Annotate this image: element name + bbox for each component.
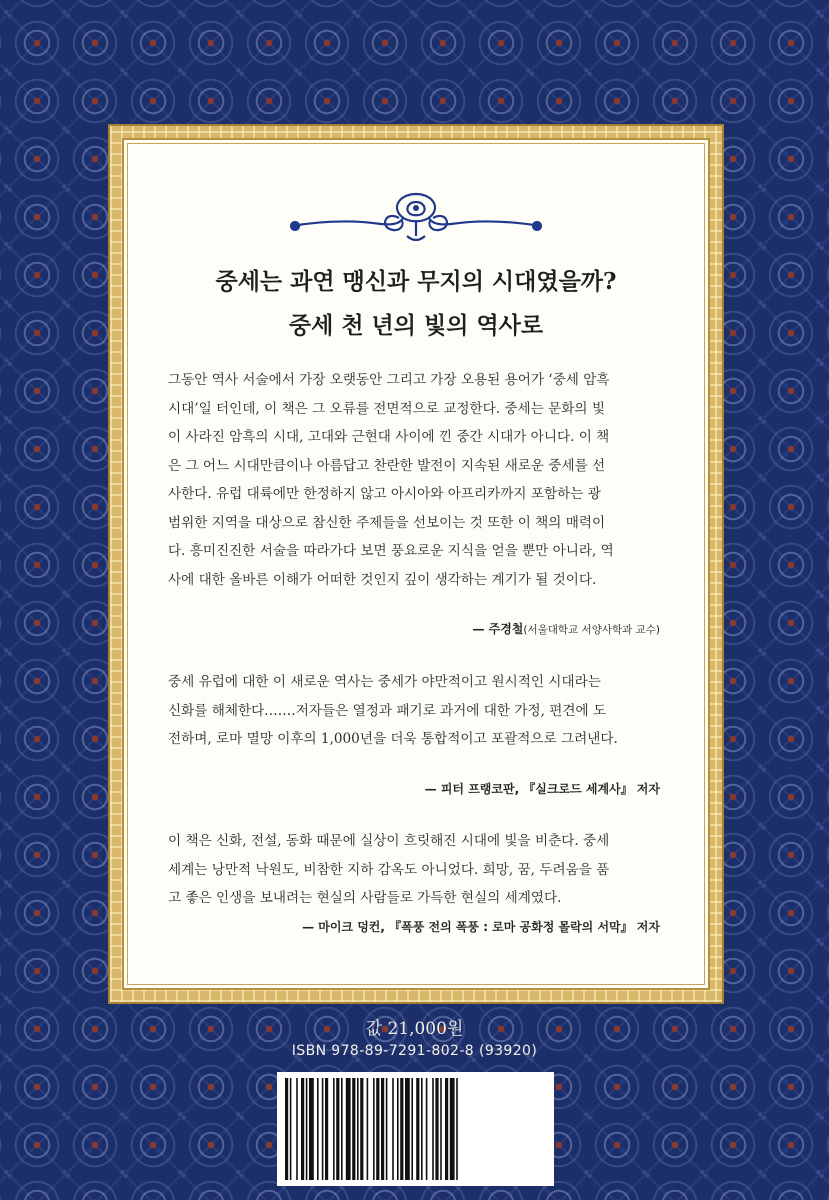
- barcode-bar: [301, 1078, 304, 1180]
- isbn-label: ISBN 978-89-7291-802-8 (93920): [291, 1043, 538, 1059]
- ornament-flourish-icon: [281, 188, 551, 248]
- barcode-bar: [376, 1078, 379, 1180]
- barcode-bar: [309, 1078, 314, 1180]
- barcode-bar: [392, 1078, 394, 1180]
- review-line: 다. 흥미진진한 서술을 따라가다 보면 풍요로운 지식을 얻을 뿐만 아니라, 역: [168, 543, 614, 559]
- barcode-bar: [416, 1078, 419, 1180]
- review-line: 전하며, 로마 멸망 이후의 1,000년을 더욱 통합적이고 포괄적으로 그려낸다.: [168, 731, 618, 747]
- back-cover-panel: [108, 124, 724, 1004]
- headline-line-1: 중세는 과연 맹신과 무지의 시대였을까?: [215, 268, 617, 295]
- headline-line-2: 중세 천 년의 빛의 역사로: [288, 312, 544, 339]
- review-line: 중세 유럽에 대한 이 새로운 역사는 중세가 야만적이고 원시적인 시대라는: [168, 674, 601, 690]
- review-line: 이 사라진 암흑의 시대, 고대와 근현대 사이에 낀 중간 시대가 아니다. 이 책: [168, 429, 610, 445]
- barcode-bar: [421, 1078, 423, 1180]
- barcode-bar: [450, 1078, 455, 1180]
- barcode-bar: [360, 1078, 363, 1180]
- review-2-attribution: [425, 780, 660, 797]
- barcode-bar: [306, 1078, 308, 1180]
- barcode-bar: [333, 1078, 335, 1180]
- review-2-author: — 피터 프랭코판, 『실크로드 세계사』 저자: [424, 782, 660, 796]
- barcode-bar: [285, 1078, 288, 1180]
- barcode-bar: [341, 1078, 343, 1180]
- review-1-author-note: (서울대학교 서양사학과 교수): [523, 624, 660, 636]
- review-line: 고 좋은 인생을 보내려는 현실의 사람들로 가득한 현실의 세계였다.: [168, 890, 562, 906]
- review-line: 사한다. 유럽 대륙에만 한정하지 않고 아시아와 아프리카까지 포함하는 광: [168, 486, 601, 502]
- barcode-bar: [386, 1078, 388, 1180]
- barcode-bar: [456, 1078, 458, 1180]
- barcode-bar: [373, 1078, 375, 1180]
- price-label: 값 21,000원: [365, 1019, 464, 1039]
- review-line: 은 그 어느 시대만큼이나 아름답고 찬란한 발전이 지속된 새로운 중세를 선: [168, 457, 606, 474]
- review-3-author: — 마이크 덩컨, 『폭풍 전의 폭풍 : 로마 공화정 몰락의 서막』 저자: [302, 920, 660, 934]
- barcode-bar: [397, 1078, 399, 1180]
- barcode-bar: [435, 1078, 438, 1180]
- barcode-bar: [352, 1078, 355, 1180]
- text-card: [122, 138, 710, 990]
- barcode-icon: [277, 1072, 554, 1186]
- barcode-bar: [346, 1078, 351, 1180]
- review-1-text: [168, 366, 668, 594]
- barcode-bar: [440, 1078, 442, 1180]
- review-line: 신화를 해체한다.……저자들은 열정과 패기로 과거에 대한 가정, 편견에 도: [168, 702, 607, 719]
- review-1-attribution: [472, 620, 660, 637]
- review-line: 범위한 지역을 대상으로 참신한 주제들을 선보이는 것 또한 이 책의 매력이: [168, 514, 606, 531]
- barcode-bar: [296, 1078, 298, 1180]
- headline: [124, 260, 708, 348]
- barcode-bar: [322, 1078, 324, 1180]
- barcode-bar: [426, 1078, 428, 1180]
- barcode-bar: [432, 1078, 434, 1180]
- review-2-text: [168, 668, 668, 754]
- barcode-bar: [290, 1078, 292, 1180]
- barcode-bar: [445, 1078, 448, 1180]
- barcode-bar: [336, 1078, 339, 1180]
- barcode-bar: [367, 1078, 369, 1180]
- review-line: 세계는 낭만적 낙원도, 비참한 지하 감옥도 아니었다. 희망, 꿈, 두려움을 품: [168, 861, 610, 878]
- barcode-bar: [411, 1078, 413, 1180]
- review-3-text: [168, 827, 668, 913]
- barcode-bar: [405, 1078, 410, 1180]
- barcode-bar: [357, 1078, 359, 1180]
- review-line: 사에 대한 올바른 이해가 어떠한 것인지 깊이 생각하는 계기가 될 것이다.: [168, 571, 597, 588]
- review-line: 이 책은 신화, 전설, 동화 때문에 실상이 흐릿해진 시대에 빛을 비춘다. 중세: [168, 833, 610, 849]
- barcode-bar: [400, 1078, 403, 1180]
- barcode: [277, 1072, 554, 1186]
- review-3-attribution: [302, 918, 660, 935]
- review-1-author: — 주경철: [472, 622, 524, 636]
- barcode-bar: [381, 1078, 384, 1180]
- review-line: 시대’일 터인데, 이 책은 그 오류를 전면적으로 교정한다. 중세는 문화의 빛: [168, 400, 605, 417]
- barcode-bar: [317, 1078, 319, 1180]
- review-line: 그동안 역사 서술에서 가장 오랫동안 그리고 가장 오용된 용어가 ‘중세 암흑: [168, 372, 610, 388]
- barcode-bar: [325, 1078, 328, 1180]
